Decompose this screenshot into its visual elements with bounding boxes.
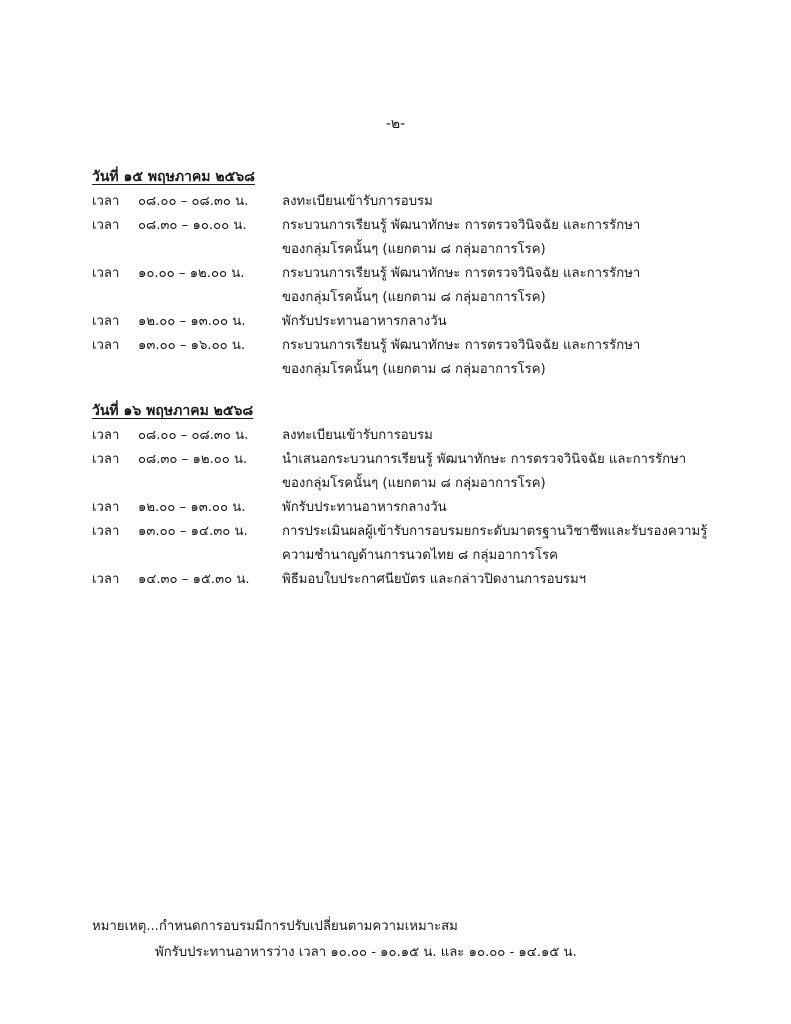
schedule-row	[92, 520, 732, 568]
schedule-row	[92, 448, 732, 496]
activity-text: กระบวนการเรียนรู้ พัฒนาทักษะ การตรวจวินิจฉัย และการรักษา	[282, 218, 641, 233]
time-label: เวลา	[92, 572, 120, 587]
day-heading: วันที่ ๑๕ พฤษภาคม ๒๕๖๘	[92, 169, 255, 185]
time-range: ๑๓.๐๐ – ๑๖.๐๐ น.	[138, 338, 246, 353]
time-range: ๑๓.๐๐ – ๑๔.๓๐ น.	[138, 524, 248, 539]
time-label: เวลา	[92, 194, 120, 209]
time-range: ๑๐.๐๐ – ๑๒.๐๐ น.	[138, 266, 245, 281]
time-range: ๐๘.๓๐ – ๑๐.๐๐ น.	[138, 218, 247, 233]
schedule-row	[92, 262, 732, 310]
time-label: เวลา	[92, 500, 120, 515]
activity-text: การประเมินผลผู้เข้ารับการอบรมยกระดับมาตรฐานวิชาชีพและรับรองความรู้	[282, 524, 708, 539]
time-range: ๑๒.๐๐ – ๑๓.๐๐ น.	[138, 500, 246, 515]
activity-text: ของกลุ่มโรคนั้นๆ (แยกตาม ๘ กลุ่มอาการโรค)	[282, 362, 546, 377]
activity-text: ของกลุ่มโรคนั้นๆ (แยกตาม ๘ กลุ่มอาการโรค)	[282, 290, 546, 305]
time-range: ๐๘.๐๐ – ๐๘.๓๐ น.	[138, 428, 249, 443]
schedule-row	[92, 496, 732, 520]
schedule-row	[92, 424, 732, 448]
time-range: ๑๒.๐๐ – ๑๓.๐๐ น.	[138, 314, 246, 329]
schedule-row	[92, 568, 732, 592]
remark-line: พักรับประทานอาหารว่าง เวลา ๑๐.๐๐ - ๑๐.๑๕ น. และ ๑๐.๐๐ - ๑๔.๑๕ น.	[155, 945, 577, 960]
time-label: เวลา	[92, 452, 120, 467]
remark-note	[92, 914, 577, 966]
time-range: ๑๔.๓๐ – ๑๕.๓๐ น.	[138, 572, 250, 587]
time-range: ๐๘.๓๐ – ๑๒.๐๐ น.	[138, 452, 248, 467]
activity-text: พิธีมอบใบประกาศนียบัตร และกล่าวปิดงานการอบรมฯ	[282, 572, 587, 587]
schedule-row	[92, 334, 732, 382]
schedule-row	[92, 190, 732, 214]
activity-text: ลงทะเบียนเข้ารับการอบรม	[282, 194, 433, 209]
remark-line: หมายเหตุ...กำหนดการอบรมมีการปรับเปลี่ยนตามความเหมาะสม	[92, 919, 458, 934]
activity-text: ของกลุ่มโรคนั้นๆ (แยกตาม ๘ กลุ่มอาการโรค)	[282, 242, 546, 257]
day-section-15-may	[92, 164, 732, 382]
day-section-16-may	[92, 398, 732, 592]
activity-text: ของกลุ่มโรคนั้นๆ (แยกตาม ๘ กลุ่มอาการโรค)	[282, 476, 546, 491]
time-label: เวลา	[92, 338, 120, 353]
activity-text: พักรับประทานอาหารกลางวัน	[282, 500, 447, 515]
activity-text: นำเสนอกระบวนการเรียนรู้ พัฒนาทักษะ การตรวจวินิจฉัย และการรักษา	[282, 452, 687, 467]
time-label: เวลา	[92, 314, 120, 329]
time-label: เวลา	[92, 524, 120, 539]
schedule-row	[92, 310, 732, 334]
time-label: เวลา	[92, 428, 120, 443]
activity-text: พักรับประทานอาหารกลางวัน	[282, 314, 447, 329]
day-heading: วันที่ ๑๖ พฤษภาคม ๒๕๖๘	[92, 403, 254, 419]
activity-text: ลงทะเบียนเข้ารับการอบรม	[282, 428, 433, 443]
time-label: เวลา	[92, 218, 120, 233]
schedule-row	[92, 214, 732, 262]
activity-text: กระบวนการเรียนรู้ พัฒนาทักษะ การตรวจวินิจฉัย และการรักษา	[282, 266, 641, 281]
time-range: ๐๘.๐๐ – ๐๘.๓๐ น.	[138, 194, 249, 209]
activity-text: กระบวนการเรียนรู้ พัฒนาทักษะ การตรวจวินิจฉัย และการรักษา	[282, 338, 641, 353]
time-label: เวลา	[92, 266, 120, 281]
page-number: -๒-	[385, 116, 406, 132]
activity-text: ความชำนาญด้านการนวดไทย ๘ กลุ่มอาการโรค	[282, 548, 558, 563]
